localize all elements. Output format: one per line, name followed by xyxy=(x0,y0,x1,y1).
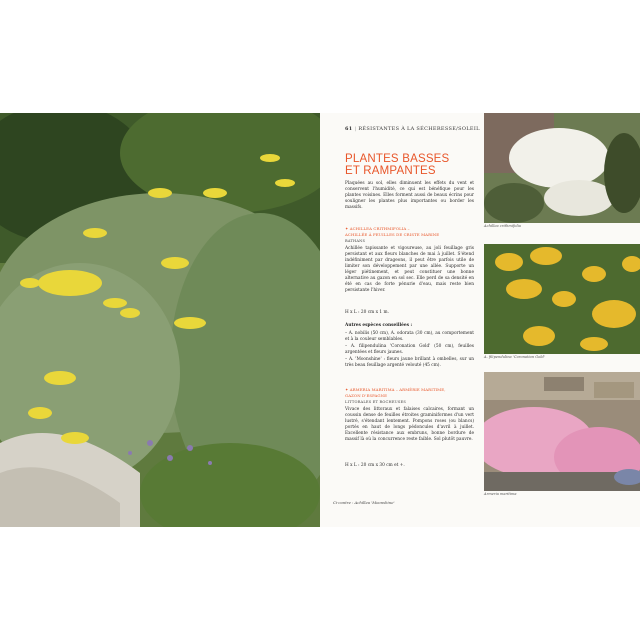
plant2-size: H x L : 20 cm x 30 cm et +. xyxy=(345,463,405,468)
plant1-name: ✦ ACHILLEA CRITHMIFOLIA – xyxy=(345,226,410,231)
plant1-category: BATHANS xyxy=(345,239,366,243)
page-title xyxy=(345,153,475,177)
others-line-1: – A. nobilis (50 cm), A. odorata (30 cm), au comportement et à la couleur semblables. xyxy=(345,331,474,342)
page-number: 61 xyxy=(345,126,353,132)
main-photo-caption: Ci-contre : Achillea 'Moonshine' xyxy=(333,500,395,505)
photo-achillea-coronation-gold xyxy=(484,244,640,354)
plant1-description: Achillée tapissante et vigoureuse, au joli feuillage gris persistant et aux fleurs blanches de mai à juillet. S'étend indéfiniment par drageons, il peut être parfois utile de limiter son développement par une allée. Supporte un léger piétinement, et peut constituer une bonne alternative au gazon en sol sec. Elle perd de sa densité en été en cas de forte pénurie d'eau, mais reste bien persistante l'hiver. xyxy=(345,246,474,293)
plant1-common-name: ACHILLÉE À FEUILLES DE CRISTE MARINE xyxy=(345,232,440,237)
plant2-name: ✦ ARMERIA MARITIMA – ARMÉRIE MARITIME, xyxy=(345,387,446,392)
photo-achillea-crithmifolia xyxy=(484,113,640,223)
plant1-size: H x L : 20 cm x 1 m. xyxy=(345,310,389,315)
photo-armeria-maritima xyxy=(484,372,640,491)
plant2-category: LITTORALES ET ROCHEUSES xyxy=(345,400,407,404)
title-line-2: ET RAMPANTES xyxy=(345,165,436,177)
intro-paragraph: Plaquées au sol, elles diminuent les effets du vent et conservent l'humidité, ce qui est bénéfique pour les plantes voisines. Elles forment aussi de beaux écrins pour souligner les plantes plus importantes ou border les massifs. xyxy=(345,181,474,210)
others-heading: Autres espèces conseillées : xyxy=(345,323,413,328)
running-header: 61 | RÉSISTANTES À LA SÉCHERESSE/SOLEIL xyxy=(345,126,480,132)
section-title: RÉSISTANTES À LA SÉCHERESSE/SOLEIL xyxy=(358,126,480,132)
others-line-3: – A. 'Moonshine' : fleurs jaune brillant à ombelles, sur un très beau feuillage argenté velouté (45 cm). xyxy=(345,357,474,368)
caption-photo-3: Armeria maritima xyxy=(484,492,517,496)
main-garden-photo xyxy=(0,113,320,527)
caption-photo-2: A. filipendulina 'Coronation Gold' xyxy=(484,355,545,359)
others-line-2: – A. filipendulina 'Coronation Gold' (50 cm), feuilles argentées et fleurs jaunes. xyxy=(345,344,474,355)
plant2-common-name: GAZON D'ESPAGNE xyxy=(345,393,388,398)
caption-photo-1: Achillea crithmifolia xyxy=(484,224,521,228)
plant2-description: Vivace des littoraux et falaises calcaires, formant un coussin dense de feuilles étroites graminiformes d'un vert lustré, s'étendant lentement. Pompons roses (ou blancs) portés en haut de longs pédoncules d'avril à juillet. Excellente résistance aux embruns, bonne bordure de massif là où la concurrence reste faible. Sol plutôt pauvre. xyxy=(345,407,474,442)
title-line-1: PLANTES BASSES xyxy=(345,153,450,165)
